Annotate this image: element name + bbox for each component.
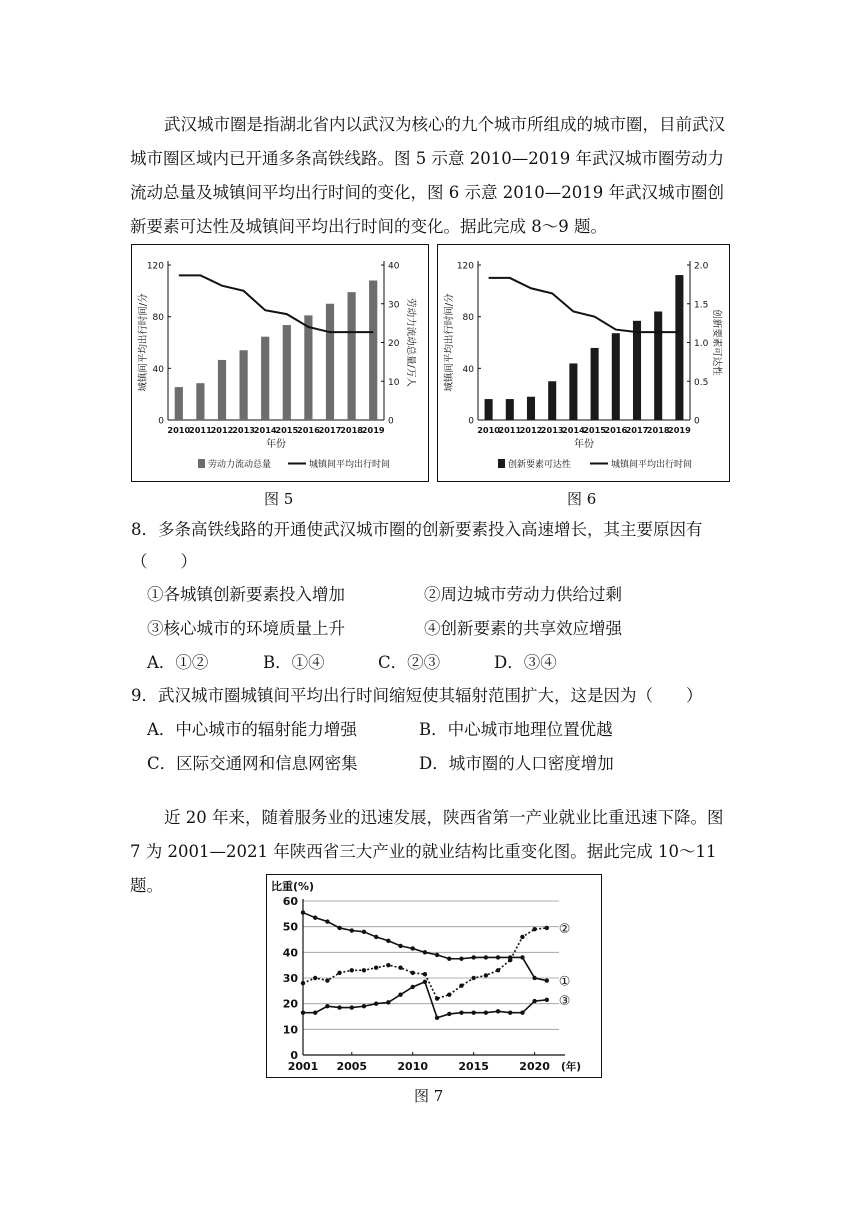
x-tick-label: 2015 xyxy=(583,425,606,435)
series-point xyxy=(350,928,354,932)
figure-6-caption: 图 6 xyxy=(567,490,597,508)
bar xyxy=(548,381,556,420)
series-point xyxy=(508,1010,512,1014)
series-point xyxy=(386,939,390,943)
series-point xyxy=(301,1010,305,1014)
y-tick-label: 30 xyxy=(282,972,298,985)
right-tick-label: 30 xyxy=(388,300,400,311)
bar xyxy=(485,399,493,420)
bar xyxy=(239,350,247,420)
travel-time-line xyxy=(489,278,680,332)
bar xyxy=(569,363,577,420)
x-tick-label: 2015 xyxy=(458,1060,489,1073)
series-point xyxy=(386,1000,390,1004)
series-point xyxy=(520,1010,524,1014)
x-tick-label: 2011 xyxy=(498,425,522,435)
y-tick-label: 60 xyxy=(282,895,298,908)
bar xyxy=(675,275,683,420)
series-point xyxy=(423,980,427,984)
series-point xyxy=(423,972,427,976)
figure-7-frame xyxy=(266,874,602,1078)
y-axis-title: 比重(%) xyxy=(271,880,315,893)
series-point xyxy=(532,999,536,1003)
x-tick-label: 2019 xyxy=(668,425,691,435)
series-point xyxy=(411,971,415,975)
figure-6-chart xyxy=(438,245,729,481)
q9-choice-a: A．中心城市的辐射能力增强 xyxy=(147,720,357,739)
figure-6-frame xyxy=(437,244,730,482)
q8-option-1: ①各城镇创新要素投入增加 xyxy=(147,585,345,604)
series-point xyxy=(447,1012,451,1016)
left-tick-label: 120 xyxy=(146,261,164,272)
legend-bar-swatch xyxy=(198,459,205,468)
right-tick-label: 20 xyxy=(388,339,400,349)
y-tick-label: 0 xyxy=(290,1049,298,1062)
series-label: ③ xyxy=(558,993,571,1009)
x-tick-label: 2017 xyxy=(625,425,649,435)
travel-time-line xyxy=(179,275,373,332)
series-point xyxy=(423,950,427,954)
right-axis-title: 创新要素可达性 xyxy=(711,309,722,376)
series-point xyxy=(411,946,415,950)
q8-choice-a: A．①② xyxy=(147,653,209,672)
series-point xyxy=(362,930,366,934)
bar xyxy=(261,337,269,420)
x-tick-label: 2010 xyxy=(397,1060,429,1073)
series-point xyxy=(471,976,475,980)
series-line-2 xyxy=(303,928,547,999)
series-point xyxy=(313,1010,317,1014)
series-point xyxy=(325,1004,329,1008)
series-point xyxy=(435,953,439,957)
passage-2: 近 20 年来，随着服务业的迅速发展，陕西省第一产业就业比重迅速下降。图 7 为 2001—2021 年陕西省三大产业的就业结构比重变化图。据此完成 10～11 题。 xyxy=(130,808,724,895)
right-tick-label: 40 xyxy=(388,261,400,272)
right-tick-label: 2.0 xyxy=(694,261,709,272)
bar xyxy=(283,325,291,420)
series-point xyxy=(350,1005,354,1009)
x-tick-label: 2016 xyxy=(297,425,320,435)
series-point xyxy=(508,958,512,962)
x-tick-label: 2014 xyxy=(562,425,585,435)
y-tick-label: 20 xyxy=(282,997,298,1011)
series-point xyxy=(313,915,317,919)
series-point xyxy=(301,910,305,914)
x-tick-label: 2020 xyxy=(519,1060,550,1073)
left-axis-title: 城镇间平均出行时间/分 xyxy=(138,293,149,392)
series-point xyxy=(398,944,402,948)
left-tick-label: 0 xyxy=(468,416,474,427)
left-tick-label: 80 xyxy=(152,313,164,324)
right-tick-label: 1.0 xyxy=(694,339,709,349)
series-point xyxy=(532,927,536,931)
series-point xyxy=(350,968,354,972)
series-point xyxy=(398,992,402,996)
x-tick-label: 2005 xyxy=(336,1060,368,1073)
left-axis-title: 城镇间平均出行时间/分 xyxy=(444,293,455,392)
series-point xyxy=(496,955,500,959)
right-axis-title: 劳动力流动总量/万人 xyxy=(405,298,416,387)
q8-option-3: ③核心城市的环境质量上升 xyxy=(147,619,345,638)
series-point xyxy=(471,1010,475,1014)
series-point xyxy=(471,955,475,959)
bar xyxy=(369,281,377,421)
x-tick-label: 2018 xyxy=(646,425,670,435)
y-tick-label: 10 xyxy=(282,1023,298,1037)
x-tick-label: 2011 xyxy=(189,425,212,435)
x-tick-label: 2019 xyxy=(361,425,385,435)
x-axis-title: (年) xyxy=(561,1061,582,1073)
x-axis-title: 年份 xyxy=(574,439,594,450)
left-tick-label: 80 xyxy=(462,313,474,324)
q9-choice-c: C．区际交通网和信息网密集 xyxy=(147,754,358,773)
x-tick-label: 2018 xyxy=(340,425,363,435)
series-point xyxy=(362,1004,366,1008)
series-point xyxy=(435,1016,439,1020)
series-point xyxy=(325,919,329,923)
bar xyxy=(326,304,334,420)
q8-stem-paren: （ ） xyxy=(131,552,197,571)
series-point xyxy=(411,985,415,989)
bar xyxy=(196,383,204,420)
series-point xyxy=(435,996,439,1000)
legend-line-label: 城镇间平均出行时间 xyxy=(611,460,693,470)
bar xyxy=(218,360,226,420)
x-tick-label: 2013 xyxy=(540,425,564,435)
x-tick-label: 2016 xyxy=(604,425,628,435)
passage-1: 武汉城市圈是指湖北省内以武汉为核心的九个城市所组成的城市圈，目前武汉城市圈区域内已开通多条高铁线路。图 5 示意 2010—2019 年武汉城市圈劳动力流动总量及城镇间平均出行时间的变化，图 6 示意 2010—2019 年武汉城市圈创新要素可达性及城镇间平均出行时间的变化。据此完成 8～9 题。 xyxy=(130,115,725,236)
right-tick-label: 0 xyxy=(388,416,394,427)
series-point xyxy=(496,968,500,972)
series-point xyxy=(459,984,463,988)
series-point xyxy=(325,978,329,982)
q8-stem: 8．多条高铁线路的开通使武汉城市圈的创新要素投入高速增长，其主要原因有 xyxy=(131,520,703,539)
y-tick-label: 40 xyxy=(282,946,298,960)
series-point xyxy=(313,976,317,980)
series-point xyxy=(362,968,366,972)
x-tick-label: 2012 xyxy=(210,425,234,435)
q8-choice-c: C．②③ xyxy=(378,653,441,672)
figure-5-caption: 图 5 xyxy=(264,490,294,508)
series-point xyxy=(484,1010,488,1014)
figure-5-chart xyxy=(132,245,428,481)
left-tick-label: 120 xyxy=(456,261,474,272)
x-tick-label: 2010 xyxy=(477,425,500,435)
series-line-1 xyxy=(303,913,547,981)
series-label: ① xyxy=(558,974,571,990)
q8-option-4: ④创新要素的共享效应增强 xyxy=(424,619,622,638)
figure-5-frame xyxy=(131,244,429,482)
series-point xyxy=(459,957,463,961)
legend-line-label: 城镇间平均出行时间 xyxy=(309,460,391,470)
figure-7-caption: 图 7 xyxy=(414,1087,444,1105)
bar xyxy=(527,397,535,420)
right-tick-label: 0.5 xyxy=(694,377,709,388)
series-point xyxy=(337,926,341,930)
x-tick-label: 2015 xyxy=(275,425,299,435)
series-point xyxy=(484,973,488,977)
x-tick-label: 2013 xyxy=(232,425,255,435)
bar xyxy=(633,321,641,420)
left-tick-label: 40 xyxy=(152,364,164,375)
bar xyxy=(654,312,662,421)
series-point xyxy=(520,955,524,959)
x-tick-label: 2017 xyxy=(318,425,342,435)
y-tick-label: 50 xyxy=(282,920,298,934)
left-tick-label: 0 xyxy=(158,416,164,427)
legend-bar-label: 劳动力流动总量 xyxy=(208,460,272,470)
series-point xyxy=(545,998,549,1002)
bar xyxy=(175,387,183,420)
q8-choice-b: B．①④ xyxy=(263,653,325,672)
bar xyxy=(347,292,355,420)
series-point xyxy=(337,971,341,975)
series-point xyxy=(459,1010,463,1014)
series-point xyxy=(398,966,402,970)
series-point xyxy=(386,963,390,967)
series-point xyxy=(374,935,378,939)
right-tick-label: 0 xyxy=(694,416,700,427)
right-tick-label: 10 xyxy=(388,377,400,388)
figure-7-chart xyxy=(267,875,601,1077)
left-tick-label: 40 xyxy=(462,364,474,375)
x-tick-label: 2001 xyxy=(287,1060,319,1073)
q8-choice-d: D．③④ xyxy=(494,653,557,672)
series-point xyxy=(447,957,451,961)
series-point xyxy=(374,1001,378,1005)
bar xyxy=(612,333,620,420)
bar xyxy=(591,348,599,420)
q9-choice-b: B．中心城市地理位置优越 xyxy=(419,720,613,739)
x-tick-label: 2012 xyxy=(519,425,543,435)
series-point xyxy=(301,981,305,985)
x-axis-title: 年份 xyxy=(266,439,286,450)
legend-bar-swatch xyxy=(498,459,505,468)
x-tick-label: 2010 xyxy=(167,425,191,435)
series-point xyxy=(374,966,378,970)
series-point xyxy=(532,976,536,980)
legend-bar-label: 创新要素可达性 xyxy=(508,460,572,470)
bar xyxy=(304,315,312,420)
q9-choice-d: D．城市圈的人口密度增加 xyxy=(419,754,614,773)
series-point xyxy=(520,935,524,939)
series-point xyxy=(337,1005,341,1009)
series-point xyxy=(496,1009,500,1013)
bar xyxy=(506,399,514,420)
series-point xyxy=(484,955,488,959)
q8-option-2: ②周边城市劳动力供给过剩 xyxy=(424,585,622,604)
series-point xyxy=(545,926,549,930)
series-point xyxy=(545,978,549,982)
series-point xyxy=(447,992,451,996)
right-tick-label: 1.5 xyxy=(694,300,709,311)
x-tick-label: 2014 xyxy=(253,425,277,435)
series-label: ② xyxy=(558,921,571,937)
q9-stem: 9．武汉城市圈城镇间平均出行时间缩短使其辐射范围扩大，这是因为（ ） xyxy=(131,686,703,705)
